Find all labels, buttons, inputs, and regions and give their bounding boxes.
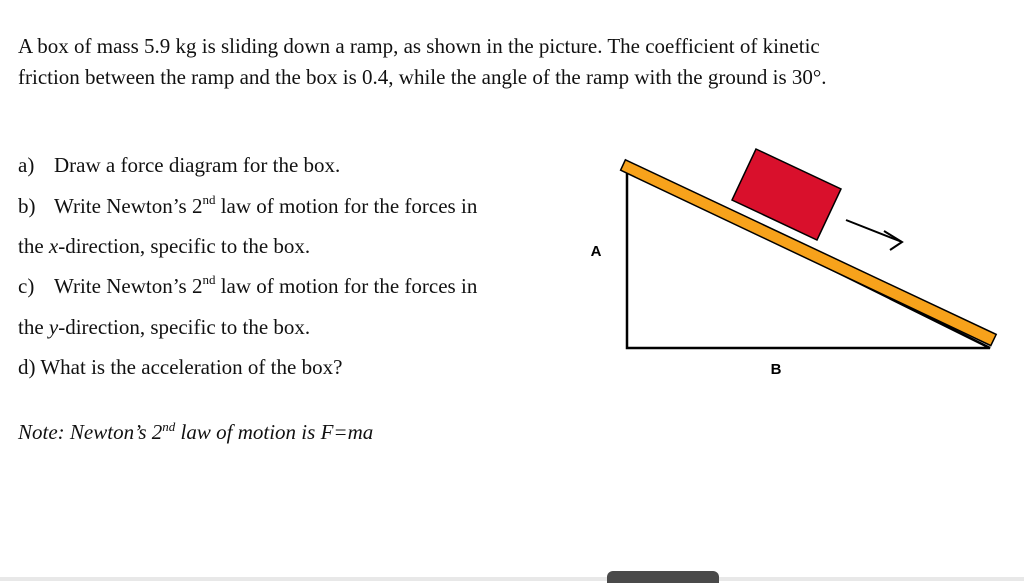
problem-statement: A box of mass 5.9 kg is sliding down a ramp, as shown in the picture. The coefficient of kinetic friction between the ramp and the box is 0.4, while the angle of the ramp with the ground is 30°. xyxy=(18,34,827,89)
question-c-pre: Write Newton’s 2 xyxy=(54,274,203,298)
question-c-variable: y xyxy=(48,315,59,339)
bottom-bar xyxy=(0,577,1024,581)
question-c-marker: c) xyxy=(18,274,35,298)
question-b-post: law of motion for the forces in xyxy=(215,194,478,218)
question-c-post: law of motion for the forces in xyxy=(215,274,478,298)
question-b-pre: Write Newton’s 2 xyxy=(54,194,203,218)
question-c-line2-pre: the xyxy=(18,315,49,339)
question-b-line2-post: -direction, specific to the box. xyxy=(58,234,311,258)
note-post: law of motion is F=ma xyxy=(175,420,374,444)
motion-arrow-icon xyxy=(846,220,902,250)
question-b-line2-pre: the xyxy=(18,234,49,258)
note-sup: nd xyxy=(162,419,176,434)
question-c-sup: nd xyxy=(202,272,216,287)
question-b-variable: x xyxy=(48,234,59,258)
question-b-sup: nd xyxy=(202,192,216,207)
scroll-handle[interactable] xyxy=(607,571,719,583)
note-pre: Note: Newton’s 2 xyxy=(18,420,163,444)
label-b: B xyxy=(770,361,782,378)
question-b-marker: b) xyxy=(18,194,36,218)
label-a: A xyxy=(590,243,602,260)
question-d-text: d) What is the acceleration of the box? xyxy=(18,355,343,379)
question-a-text: Draw a force diagram for the box. xyxy=(54,153,341,177)
question-a-marker: a) xyxy=(18,153,35,177)
question-c-line2-post: -direction, specific to the box. xyxy=(58,315,311,339)
